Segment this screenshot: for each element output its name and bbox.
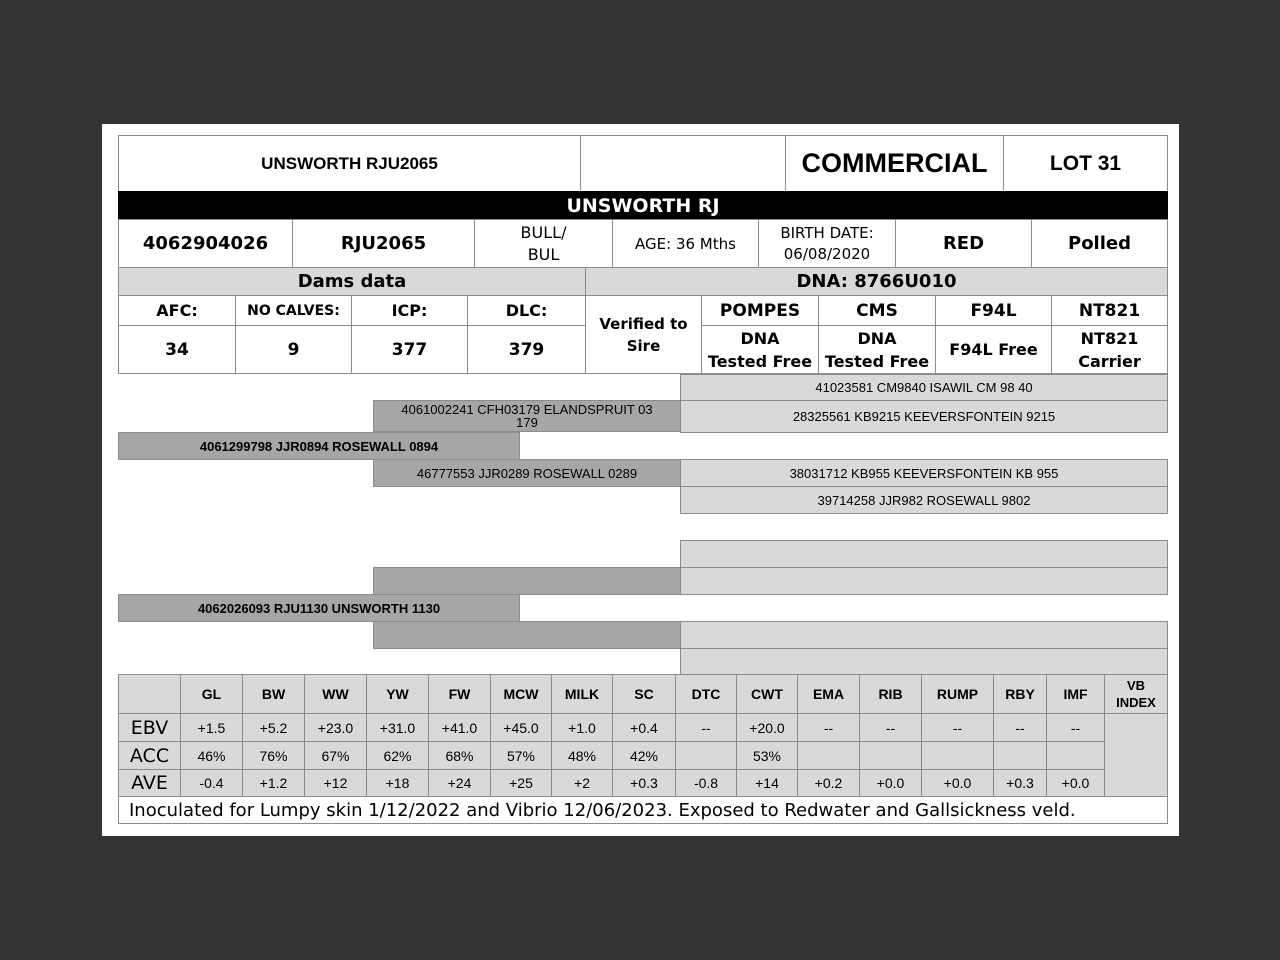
ebv-cell-acc-sc: 42% [612,741,676,770]
ebv-cell-acc-yw: 62% [366,741,429,770]
ebv-cell-acc-imf [1046,741,1105,770]
pedigree-sire-sire-dam: 28325561 KB9215 KEEVERSFONTEIN 9215 [680,400,1168,433]
test-result-line2: Carrier [1078,351,1141,371]
test-result-line2: Tested Free [707,351,813,371]
ebv-cell-acc-rib [859,741,922,770]
vb-index-value [1104,713,1168,797]
col-header-sc: SC [612,674,676,714]
horn-status: Polled [1031,219,1168,268]
sex-line2: BUL [527,244,560,264]
ebv-cell-ebv-rby: -- [993,713,1047,742]
no-calves-value: 9 [235,325,352,374]
ebv-cell-ebv-rump: -- [921,713,994,742]
pedigree-dam-dam-dam [680,648,1168,675]
sex-cell [474,219,613,268]
pedigree-sire-dam-sire: 38031712 KB955 KEEVERSFONTEIN KB 955 [680,459,1168,487]
pedigree-dam-dam [373,621,681,649]
ebv-cell-acc-mcw: 57% [490,741,552,770]
col-header-cwt: CWT [736,674,798,714]
test-result-pompes [701,325,819,374]
birth-date-cell [758,219,896,268]
verified-line2: Sire [626,336,661,355]
ebv-cell-ebv-yw: +31.0 [366,713,429,742]
registration-number: 4062904026 [118,219,293,268]
ebv-cell-acc-milk: 48% [551,741,613,770]
dlc-label: DLC: [467,295,586,326]
row-label-ave: AVE [118,769,181,797]
vb-index-line2: INDEX [1116,695,1156,710]
ebv-cell-acc-ema [797,741,860,770]
pedigree-dam-sire-sire [680,540,1168,568]
col-header-imf: IMF [1046,674,1105,714]
test-result-f94l [935,325,1052,374]
ebv-cell-acc-bw: 76% [242,741,305,770]
ebv-cell-ave-dtc: -0.8 [675,769,737,797]
birth-date-label: BIRTH DATE: [780,223,874,242]
ebv-cell-acc-gl: 46% [180,741,243,770]
ebv-cell-ave-rby: +0.3 [993,769,1047,797]
pedigree-sire-dam: 46777553 JJR0289 ROSEWALL 0289 [373,459,681,487]
ebv-cell-ave-gl: -0.4 [180,769,243,797]
ebv-cell-ebv-sc: +0.4 [612,713,676,742]
afc-value: 34 [118,325,236,374]
birth-date: 06/08/2020 [783,244,871,263]
test-result-line1: NT821 [1080,328,1139,348]
test-result-nt821 [1051,325,1168,374]
ebv-cell-ave-ww: +12 [304,769,367,797]
breeder-name: UNSWORTH RJ [118,191,1168,220]
col-header-bw: BW [242,674,305,714]
test-name-pompes: POMPES [701,295,819,326]
ebv-cell-ave-rump: +0.0 [921,769,994,797]
test-result-line1: F94L Free [949,340,1038,359]
test-result-line1: DNA [740,328,780,348]
ebv-cell-ebv-ema: -- [797,713,860,742]
ebv-cell-ebv-mcw: +45.0 [490,713,552,742]
ebv-cell-ebv-cwt: +20.0 [736,713,798,742]
ebv-cell-ebv-imf: -- [1046,713,1105,742]
sire-sire-line1: 4061002241 CFH03179 ELANDSPRUIT 03 [401,402,653,417]
icp-value: 377 [351,325,468,374]
ebv-cell-ebv-rib: -- [859,713,922,742]
no-calves-label: NO CALVES: [235,295,352,326]
test-name-f94l: F94L [935,295,1052,326]
pedigree-dam-dam-sire [680,621,1168,649]
col-header-vb-index [1104,674,1168,714]
ebv-cell-ave-cwt: +14 [736,769,798,797]
vb-index-line1: VB [1126,678,1146,693]
verified-line1: Verified to [599,314,688,333]
ebv-cell-ave-bw: +1.2 [242,769,305,797]
ebv-cell-ave-ema: +0.2 [797,769,860,797]
dams-data-title: Dams data [118,267,586,296]
ebv-cell-acc-rump [921,741,994,770]
ebv-cell-ave-milk: +2 [551,769,613,797]
col-header-mcw: MCW [490,674,552,714]
ebv-cell-acc-rby [993,741,1047,770]
test-name-nt821: NT821 [1051,295,1168,326]
colour: RED [895,219,1032,268]
col-header-gl: GL [180,674,243,714]
pedigree-sire-sire-sire: 41023581 CM9840 ISAWIL CM 98 40 [680,374,1168,401]
test-result-line2: Tested Free [824,351,930,371]
pedigree-dam-sire-dam [680,567,1168,595]
ebv-cell-ebv-dtc: -- [675,713,737,742]
dna-title: DNA: 8766U010 [585,267,1168,296]
ebv-cell-ebv-ww: +23.0 [304,713,367,742]
col-header-milk: MILK [551,674,613,714]
pedigree-sire: 4061299798 JJR0894 ROSEWALL 0894 [118,432,520,460]
ebv-cell-ave-mcw: +25 [490,769,552,797]
ebv-cell-ave-yw: +18 [366,769,429,797]
row-label-acc: ACC [118,741,181,770]
col-header-rby: RBY [993,674,1047,714]
ebv-cell-ebv-gl: +1.5 [180,713,243,742]
ebv-cell-acc-cwt: 53% [736,741,798,770]
ebv-cell-ave-sc: +0.3 [612,769,676,797]
ebv-cell-ebv-bw: +5.2 [242,713,305,742]
pedigree-dam-sire [373,567,681,595]
ebv-cell-ebv-milk: +1.0 [551,713,613,742]
ebv-cell-ave-imf: +0.0 [1046,769,1105,797]
afc-label: AFC: [118,295,236,326]
sale-catalogue-card [102,124,1179,836]
header-blank-cell [580,135,786,192]
pedigree-sire-sire [373,400,681,432]
test-result-cms [818,325,936,374]
ebv-cell-acc-ww: 67% [304,741,367,770]
lot-number: LOT 31 [1003,135,1168,192]
verified-to-sire [585,295,702,374]
pedigree-dam: 4062026093 RJU1130 UNSWORTH 1130 [118,594,520,622]
col-header-rump: RUMP [921,674,994,714]
test-name-cms: CMS [818,295,936,326]
ebv-cell-acc-fw: 68% [428,741,491,770]
col-header-ww: WW [304,674,367,714]
animal-id: RJU2065 [292,219,475,268]
sex-line1: BULL/ [520,222,567,242]
col-header-yw: YW [366,674,429,714]
col-header-dtc: DTC [675,674,737,714]
icp-label: ICP: [351,295,468,326]
row-label-ebv: EBV [118,713,181,742]
pedigree-sire-dam-dam: 39714258 JJR982 ROSEWALL 9802 [680,486,1168,514]
animal-name: UNSWORTH RJU2065 [118,135,581,192]
col-header-fw: FW [428,674,491,714]
col-header-ema: EMA [797,674,860,714]
col-header-rib: RIB [859,674,922,714]
ebv-cell-ave-rib: +0.0 [859,769,922,797]
sire-sire-line2: 179 [516,415,538,430]
age: AGE: 36 Mths [612,219,759,268]
ebv-cell-ebv-fw: +41.0 [428,713,491,742]
category-label: COMMERCIAL [785,135,1004,192]
ebv-cell-acc-dtc [675,741,737,770]
test-result-line1: DNA [857,328,897,348]
vaccination-note: Inoculated for Lumpy skin 1/12/2022 and Vibrio 12/06/2023. Exposed to Redwater and Gallsickness veld. [118,796,1168,824]
ebv-corner-cell [118,674,181,714]
ebv-cell-ave-fw: +24 [428,769,491,797]
dlc-value: 379 [467,325,586,374]
